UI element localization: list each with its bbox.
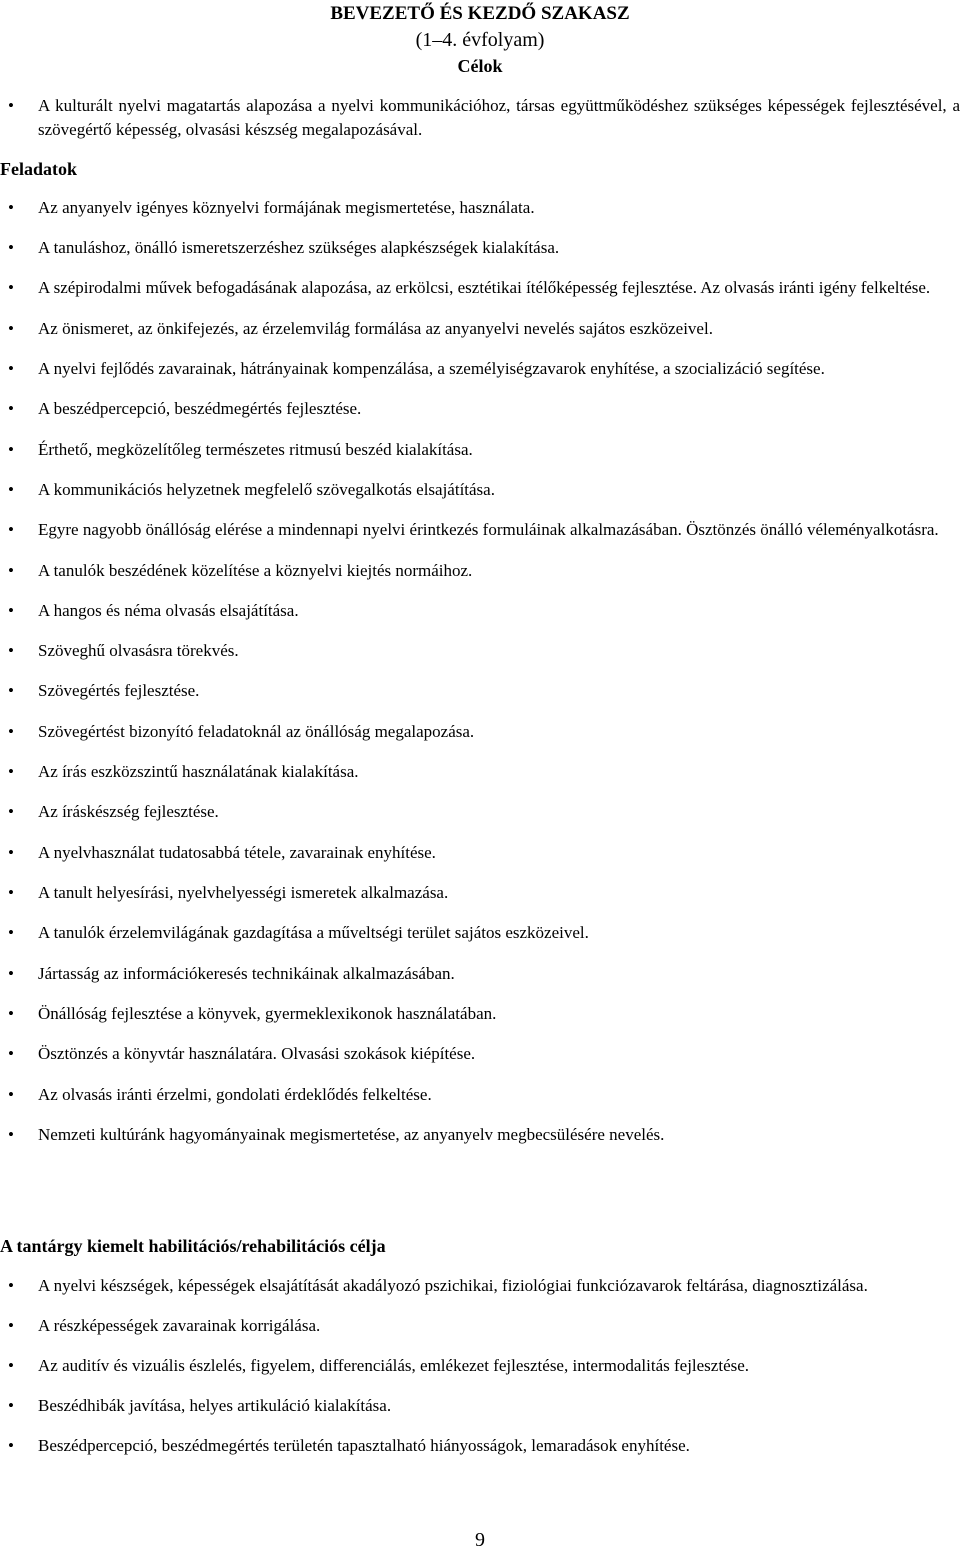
bullet-icon: • [8,561,14,580]
list-item-text: A beszédpercepció, beszédmegértés fejlesztése. [38,399,362,418]
list-item-text: A kommunikációs helyzetnek megfelelő szövegalkotás elsajátítása. [38,480,495,499]
list-item-text: Érthető, megközelítőleg természetes ritmusú beszéd kialakítása. [38,440,473,459]
list-item [0,397,960,421]
bullet-icon: • [8,1356,14,1375]
list-item [0,720,960,744]
list-item [0,236,960,260]
list-item-text: Az írás eszközszintű használatának kialakítása. [38,762,359,781]
list-item-text: A hangos és néma olvasás elsajátítása. [38,601,299,620]
bullet-icon: • [8,722,14,741]
list-item-text: Szövegértés fejlesztése. [38,681,200,700]
list-item-text: Önállóság fejlesztése a könyvek, gyermeklexikonok használatában. [38,1004,497,1023]
bullet-icon: • [8,601,14,620]
list-item [0,1274,960,1298]
list-item-text: A tanulók beszédének közelítése a köznyelvi kiejtés normáihoz. [38,561,473,580]
bullet-icon: • [8,1085,14,1104]
bullet-icon: • [8,1004,14,1023]
list-item-text: A kulturált nyelvi magatartás alapozása a nyelvi kommunikációhoz, társas együttműködéshez szükséges képességek fejlesztésével, a szövegértő képesség, olvasási készség megalapozásával. [38,96,960,139]
bullet-icon: • [8,96,14,115]
list-item [0,599,960,623]
list-item [0,559,960,583]
list-item [0,841,960,865]
list-item [0,196,960,220]
goals-heading: Célok [457,56,503,76]
list-item [0,760,960,784]
bullet-icon: • [8,843,14,862]
list-item-text: Beszédpercepció, beszédmegértés területén tapasztalható hiányosságok, lemaradások enyhítése. [38,1436,690,1455]
document-subtitle: (1–4. évfolyam) [415,29,545,51]
list-item-text: Az íráskészség fejlesztése. [38,802,219,821]
list-item-text: Az auditív és vizuális észlelés, figyelem, differenciálás, emlékezet fejlesztése, intermodalitás fejlesztése. [38,1356,750,1375]
list-item-text: A részképességek zavarainak korrigálása. [38,1316,321,1335]
bullet-icon: • [8,964,14,983]
page-number: 9 [475,1529,485,1551]
tasks-heading: Feladatok [0,159,78,179]
list-item-text: Ösztönzés a könyvtár használatára. Olvasási szokások kiépítése. [38,1044,476,1063]
list-item [0,317,960,341]
habilitation-heading: A tantárgy kiemelt habilitációs/rehabilitációs célja [0,1236,386,1256]
bullet-icon: • [8,1276,14,1295]
list-item-text: A nyelvi fejlődés zavarainak, hátrányainak kompenzálása, a személyiségzavarok enyhítése, a szocializáció segítése. [38,359,825,378]
list-item [0,1042,960,1066]
document-title: BEVEZETŐ ÉS KEZDŐ SZAKASZ [330,3,630,24]
bullet-icon: • [8,802,14,821]
bullet-icon: • [8,681,14,700]
bullet-icon: • [8,641,14,660]
list-item [0,1354,960,1378]
list-item [0,800,960,824]
bullet-icon: • [8,1044,14,1063]
bullet-icon: • [8,1396,14,1415]
list-item [0,1083,960,1107]
list-item [0,94,960,142]
bullet-icon: • [8,883,14,902]
bullet-icon: • [8,762,14,781]
goals-list [0,94,960,142]
list-item [0,438,960,462]
list-item [0,639,960,663]
list-item-text: A nyelvhasználat tudatosabbá tétele, zavarainak enyhítése. [38,843,436,862]
bullet-icon: • [8,278,14,297]
bullet-icon: • [8,1125,14,1144]
bullet-icon: • [8,359,14,378]
list-item-text: Nemzeti kultúránk hagyományainak megismertetése, az anyanyelv megbecsülésére nevelés. [38,1125,665,1144]
list-item-text: Jártasság az információkeresés technikáinak alkalmazásában. [38,964,455,983]
bullet-icon: • [8,440,14,459]
list-item-text: A szépirodalmi művek befogadásának alapozása, az erkölcsi, esztétikai ítélőképesség fejlesztése. Az olvasás iránti igény felkeltése. [38,278,931,297]
list-item-text: Egyre nagyobb önállóság elérése a mindennapi nyelvi érintkezés formuláinak alkalmazásában. Ösztönzés önálló véleményalkotásra. [38,520,939,539]
list-item [0,1002,960,1026]
bullet-icon: • [8,520,14,539]
bullet-icon: • [8,480,14,499]
habilitation-list [0,1274,960,1458]
list-item-text: A tanulók érzelemvilágának gazdagítása a műveltségi terület sajátos eszközeivel. [38,923,589,942]
bullet-icon: • [8,923,14,942]
list-item [0,921,960,945]
list-item-text: A nyelvi készségek, képességek elsajátítását akadályozó pszichikai, fiziológiai funkciózavarok feltárása, diagnosztizálása. [38,1276,868,1295]
bullet-icon: • [8,198,14,217]
list-item [0,478,960,502]
list-item-text: Szövegértést bizonyító feladatoknál az önállóság megalapozása. [38,722,475,741]
list-item [0,276,960,300]
list-item [0,1314,960,1338]
list-item [0,679,960,703]
list-item [0,1123,960,1147]
list-item [0,962,960,986]
bullet-icon: • [8,1316,14,1335]
list-item-text: A tanult helyesírási, nyelvhelyességi ismeretek alkalmazása. [38,883,449,902]
tasks-list [0,196,960,1147]
list-item-text: Beszédhibák javítása, helyes artikuláció kialakítása. [38,1396,392,1415]
list-item-text: Az önismeret, az önkifejezés, az érzelemvilág formálása az anyanyelvi nevelés sajátos eszközeivel. [38,319,713,338]
list-item [0,518,960,542]
list-item-text: Szöveghű olvasásra törekvés. [38,641,239,660]
bullet-icon: • [8,238,14,257]
bullet-icon: • [8,319,14,338]
list-item-text: Az anyanyelv igényes köznyelvi formájának megismertetése, használata. [38,198,535,217]
list-item [0,881,960,905]
list-item [0,1434,960,1458]
list-item [0,357,960,381]
list-item-text: Az olvasás iránti érzelmi, gondolati érdeklődés felkeltése. [38,1085,432,1104]
list-item [0,1394,960,1418]
bullet-icon: • [8,399,14,418]
list-item-text: A tanuláshoz, önálló ismeretszerzéshez szükséges alapkészségek kialakítása. [38,238,560,257]
bullet-icon: • [8,1436,14,1455]
